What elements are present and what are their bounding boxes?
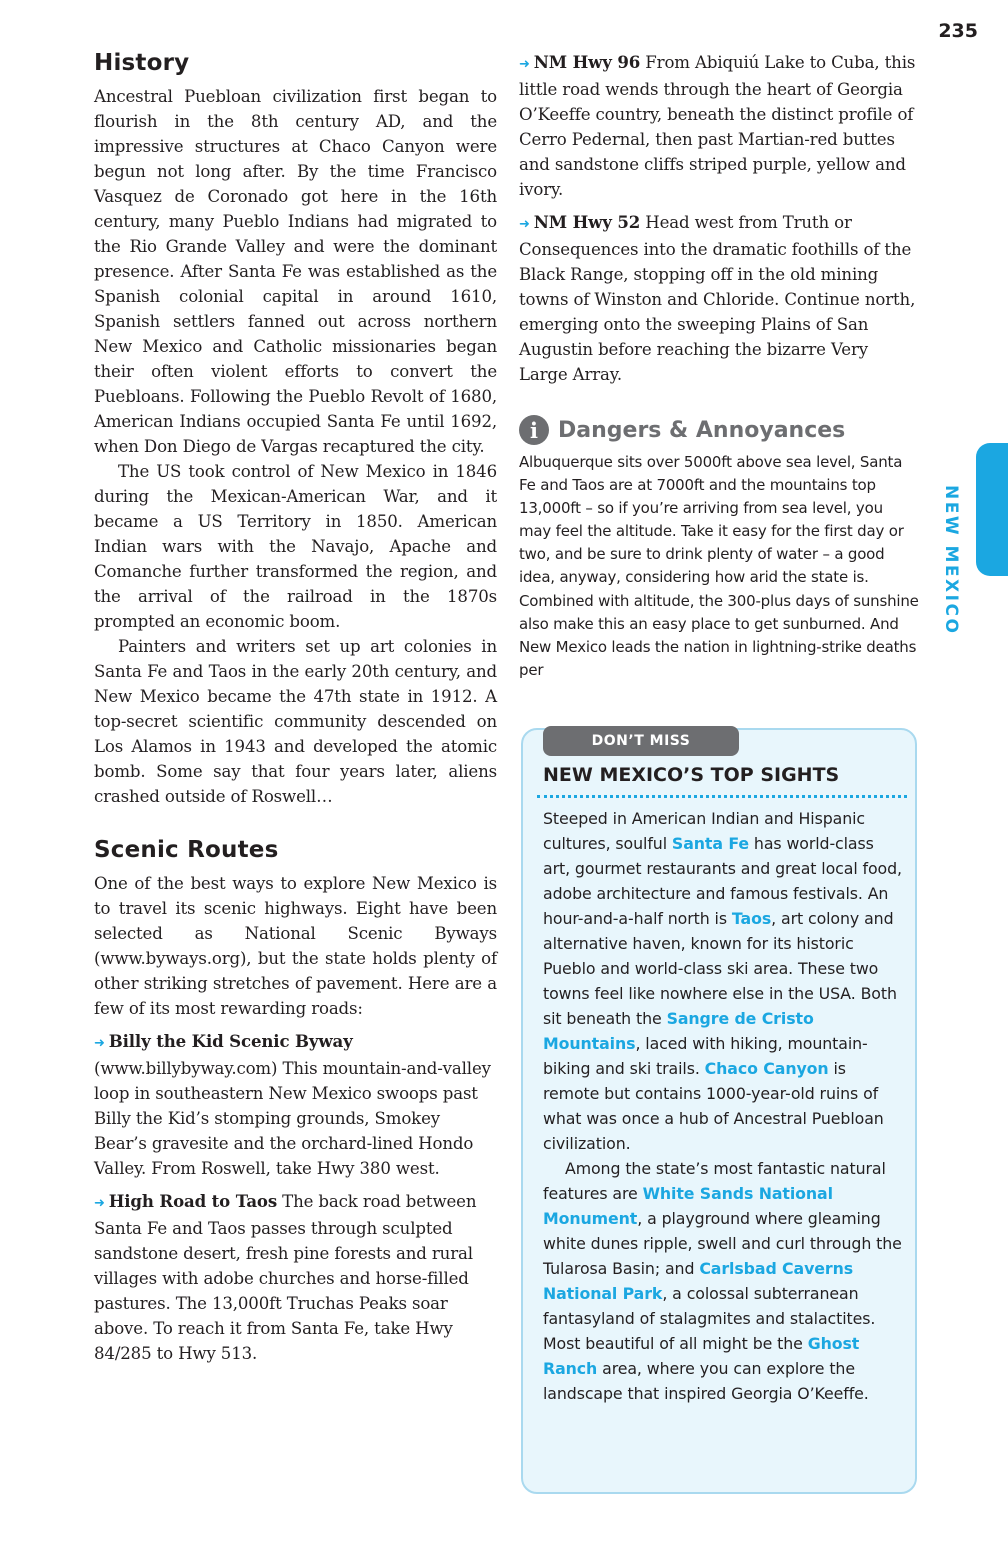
arrow-right-icon: ➜	[94, 1036, 105, 1051]
dangers-paragraph: Albuquerque sits over 5000ft above sea level, Santa Fe and Taos are at 7000ft and the mountains top 13,000ft – so if you’re arriving from sea level, you may feel the altitude. Take it easy for the first day or two, and be sure to drink plenty of water – a good idea, anyway, considering how arid the state is. Combined with altitude, the 300-plus days of sunshine also make this an easy place to get sunburned. And New Mexico leads the nation in lightning-strike deaths per	[519, 453, 919, 679]
text-run: area, where you can explore the landscape that inspired Georgia O’Keeffe.	[543, 1359, 869, 1403]
route-name: High Road to Taos	[108, 1191, 278, 1211]
top-sights-paragraph	[543, 806, 903, 1156]
dangers-heading-row	[519, 415, 919, 445]
dotted-divider	[537, 795, 907, 798]
history-paragraph: Painters and writers set up art colonies in Santa Fe and Taos in the early 20th century, and New Mexico became the 47th state in 1912. A top-secret scientific community descended on Los Alamos in 1943 and developed the atomic bomb. Some say that four years later, aliens crashed outside of Roswell…	[94, 637, 497, 806]
route-entry	[519, 210, 919, 387]
highlight-taos: Taos	[731, 909, 772, 928]
highlight-chaco-canyon: Chaco Canyon	[704, 1059, 829, 1078]
text-run: is remote but contains 1000-year-old ruins of what was once a hub of Ancestral Puebloan civilization.	[543, 1059, 884, 1153]
history-paragraph: The US took control of New Mexico in 1846 during the Mexican-American War, and it became a US Territory in 1850. American Indian wars with the Navajo, Apache and Comanche further transformed the region, and the arrival of the railroad in the 1870s prompted an economic boom.	[94, 462, 497, 631]
scenic-routes-heading: Scenic Routes	[94, 837, 279, 863]
text-run: Steeped in American Indian and Hispanic cultures, soulful	[543, 809, 866, 853]
history-heading: History	[94, 50, 190, 76]
text-run: Among the state’s most fantastic natural features are	[543, 1159, 886, 1203]
highlight-carlsbad-caverns: Carlsbad Caverns National Park	[543, 1259, 854, 1303]
route-text: Head west from Truth or Consequences into the dramatic foothills of the Black Range, stopping off in the old mining towns of Winston and Chloride. Continue north, emerging onto the sweeping Plains of San Augustin before reaching the bizarre Very Large Array.	[519, 213, 916, 384]
highlight-ghost-ranch: Ghost Ranch	[543, 1334, 860, 1378]
route-name: Billy the Kid Scenic Byway	[108, 1031, 353, 1051]
chapter-side-label	[935, 485, 965, 636]
highlight-white-sands: White Sands National Monument	[543, 1184, 833, 1228]
text-run: , a colossal subterranean fantasyland of stalagmites and stalactites. Most beautiful of all might be the	[543, 1284, 876, 1353]
text-run: , a playground where gleaming white dunes ripple, swell and curl through the Tularosa Basin; and	[543, 1209, 902, 1278]
route-text: (www.billybyway.com) This mountain-and-valley loop in southeastern New Mexico swoops past Billy the Kid’s stomping grounds, Smokey Bear’s gravesite and the orchard-lined Hondo Valley. From Roswell, take Hwy 380 west.	[94, 1059, 491, 1178]
page-number: 235	[938, 20, 978, 42]
right-column	[519, 50, 919, 682]
text-run: has world-class art, gourmet restaurants and great local food, adobe architecture and famous festivals. An hour-and-a-half north is	[543, 834, 902, 928]
top-sights-title: NEW MEXICO’S TOP SIGHTS	[543, 764, 840, 786]
arrow-right-icon: ➜	[519, 217, 530, 232]
highlight-santa-fe: Santa Fe	[671, 834, 749, 853]
route-entry	[519, 50, 919, 202]
left-column	[94, 50, 497, 1366]
chapter-thumb-tab	[976, 443, 1008, 576]
route-name: NM Hwy 52	[533, 212, 641, 232]
dont-miss-box	[521, 728, 917, 1494]
route-text: From Abiquiú Lake to Cuba, this little road wends through the heart of Georgia O’Keeffe country, beneath the distinct profile of Cerro Pedernal, then past Martian-red buttes and sandstone cliffs striped purple, yellow and ivory.	[519, 53, 916, 199]
route-name: NM Hwy 96	[533, 52, 641, 72]
scenic-intro-paragraph: One of the best ways to explore New Mexico is to travel its scenic highways. Eight have been selected as National Scenic Byways (www.byways.org), but the state holds plenty of other striking stretches of pavement. Here are a few of its most rewarding roads:	[94, 874, 497, 1018]
route-entry	[94, 1189, 497, 1366]
highlight-sangre-de-cristo: Sangre de Cristo Mountains	[543, 1009, 814, 1053]
info-icon: i	[519, 415, 549, 445]
dont-miss-tab: DON’T MISS	[543, 726, 739, 756]
arrow-right-icon: ➜	[519, 57, 530, 72]
top-sights-paragraph	[543, 1156, 903, 1406]
route-entry	[94, 1029, 497, 1181]
history-paragraph: Ancestral Puebloan civilization first began to flourish in the 8th century AD, and the impressive structures at Chaco Canyon were begun not long after. By the time Francisco Vasquez de Coronado got here in the 16th century, many Pueblo Indians had migrated to the Rio Grande Valley and were the dominant presence. After Santa Fe was established as the Spanish colonial capital in around 1610, Spanish settlers fanned out across northern New Mexico and Catholic missionaries began their often violent efforts to convert the Puebloans. Following the Pueblo Revolt of 1680, American Indians occupied Santa Fe until 1692, when Don Diego de Vargas recaptured the city.	[94, 87, 497, 456]
text-run: , laced with hiking, mountain-biking and ski trails.	[543, 1034, 868, 1078]
text-run: , art colony and alternative haven, known for its historic Pueblo and world-class ski area. These two towns feel like nowhere else in the USA. Both sit beneath the	[543, 909, 897, 1028]
dangers-heading: Dangers & Annoyances	[558, 417, 846, 443]
route-text: The back road between Santa Fe and Taos passes through sculpted sandstone desert, fresh pine forests and rural villages with adobe churches and horse-filled pastures. The 13,000ft Truchas Peaks soar above. To reach it from Santa Fe, take Hwy 84/285 to Hwy 513.	[94, 1192, 477, 1363]
arrow-right-icon: ➜	[94, 1196, 105, 1211]
top-sights-body	[543, 806, 903, 1406]
chapter-side-label-text: NEW MEXICO	[941, 485, 961, 636]
